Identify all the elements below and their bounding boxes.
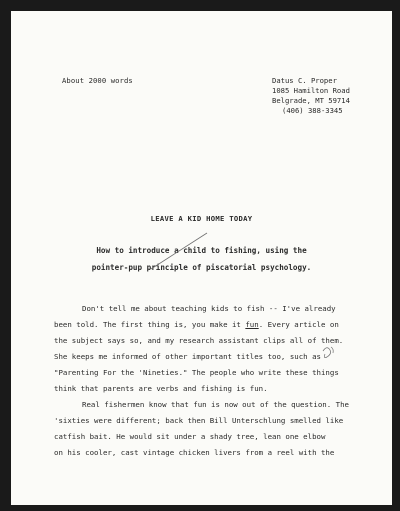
body-text: . Every article on (258, 320, 339, 329)
body-line: Don't tell me about teaching kids to fish -- I've already (82, 304, 336, 313)
body-line: think that parents are verbs and fishing is fun. (54, 384, 268, 393)
body-line (54, 317, 374, 333)
word-count: About 2000 words (62, 76, 133, 85)
article-subtitle (11, 242, 392, 276)
subtitle-line-1: How to introduce a child to fishing, using the (96, 246, 307, 255)
body-line: on his cooler, cast vintage chicken livers from a reel with the (54, 448, 335, 457)
author-phone: (406) 388-3345 (282, 106, 343, 115)
subtitle-line-2: pointer-pup principle of piscatorial psychology. (91, 263, 312, 272)
article-title: LEAVE A KID HOME TODAY (150, 214, 253, 223)
article-body (54, 301, 374, 461)
body-line: the subject says so, and my research assistant clips all of them. (54, 336, 344, 345)
body-text: been told. The first thing is, you make it (54, 320, 246, 329)
author-address-block (272, 76, 350, 116)
body-line: Real fishermen know that fun is now out of the question. The (82, 400, 349, 409)
author-street: 1085 Hamilton Road (272, 86, 350, 95)
manuscript-page (11, 11, 392, 505)
author-city: Belgrade, MT 59714 (272, 96, 350, 105)
body-line: catfish bait. He would sit under a shady tree, lean one elbow (54, 432, 326, 441)
body-line: "Parenting For the 'Nineties." The people who write these things (54, 368, 339, 377)
body-line: 'sixties were different; back then Bill Unterschlung smelled like (54, 416, 344, 425)
underlined-word: fun (245, 320, 259, 329)
author-name: Datus C. Proper (272, 76, 337, 85)
body-line: She keeps me informed of other important titles too, such as (54, 352, 321, 361)
